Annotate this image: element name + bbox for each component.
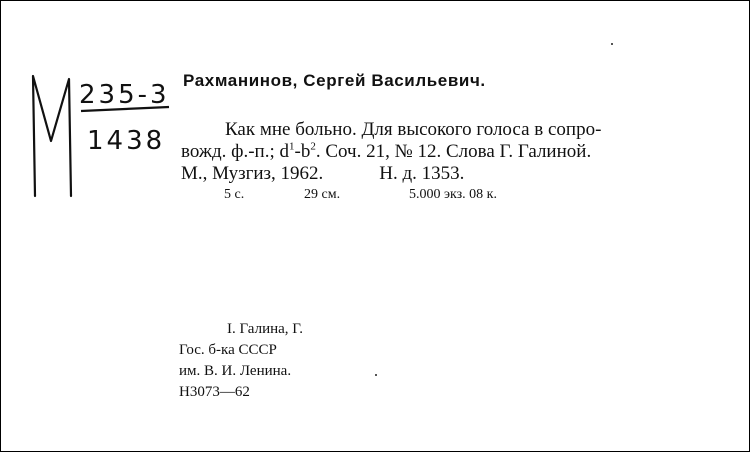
footer-tracing: I. Галина, Г. [227, 321, 304, 337]
shelfmark-number-top: 235-3 [79, 80, 170, 110]
title-description [181, 119, 721, 185]
footer-library: Гос. б-ка СССР [179, 342, 277, 358]
plate-number: Н. д. 1353. [379, 163, 465, 184]
speck [611, 43, 613, 45]
collation-pages: 5 с. [224, 187, 245, 202]
imprint: М., Музгиз, 1962. [181, 163, 324, 184]
handwritten-shelfmark [29, 71, 179, 201]
shelfmark-number-bottom: 1438 [87, 126, 166, 156]
collation-size: 29 см. [304, 187, 341, 202]
footer-library-name: им. В. И. Ленина. [179, 363, 292, 379]
collation-copies-price: 5.000 экз. 08 к. [409, 187, 497, 202]
body-line-3 [181, 163, 721, 185]
card-heading: Рахманинов, Сергей Васильевич. [183, 71, 486, 90]
body-line-2: вожд. ф.-п.; $d^1-b^2$. Соч. 21, № 12. Слова Г. Галиной. [181, 140, 592, 162]
card-footer [179, 319, 303, 403]
collation-line [224, 187, 497, 203]
body-line-1: Как мне больно. Для высокого голоса в сопро- [225, 119, 602, 140]
shelfmark-drawing [29, 71, 179, 201]
speck [375, 374, 377, 376]
footer-card-number: Н3073—62 [179, 384, 250, 400]
